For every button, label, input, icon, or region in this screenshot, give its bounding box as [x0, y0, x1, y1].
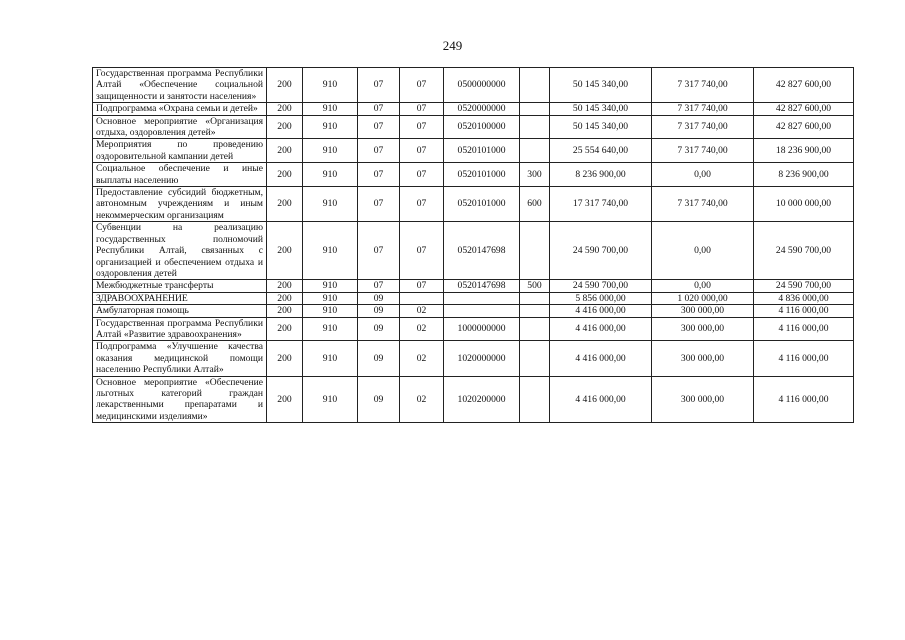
- cell-expense-type: [520, 103, 550, 115]
- row-name: Мероприятия по проведению оздоровительной кампании детей: [93, 139, 267, 163]
- cell-target-article: 1000000000: [444, 317, 520, 341]
- cell-ministry-code: 910: [303, 292, 358, 304]
- cell-target-article: 0520147698: [444, 222, 520, 280]
- cell-federal-amount: 7 317 740,00: [652, 103, 754, 115]
- cell-total-amount: 24 590 700,00: [550, 222, 652, 280]
- cell-total-amount: 5 856 000,00: [550, 292, 652, 304]
- row-name: Государственная программа Республики Алтай «Развитие здравоохранения»: [93, 317, 267, 341]
- cell-subsection: 07: [400, 139, 444, 163]
- cell-federal-amount: 0,00: [652, 222, 754, 280]
- row-name: Предоставление субсидий бюджетным, автономным учреждениям и иным некоммерческим организациям: [93, 187, 267, 222]
- cell-ministry-code: 910: [303, 222, 358, 280]
- row-name: ЗДРАВООХРАНЕНИЕ: [93, 292, 267, 304]
- cell-section: 07: [358, 139, 400, 163]
- cell-regional-amount: 8 236 900,00: [754, 163, 854, 187]
- cell-target-article: [444, 292, 520, 304]
- cell-ministry-code: 910: [303, 280, 358, 292]
- cell-expense-type: 500: [520, 280, 550, 292]
- cell-regional-amount: 4 116 000,00: [754, 305, 854, 317]
- table-row: [93, 222, 854, 280]
- cell-ministry-code: 910: [303, 139, 358, 163]
- cell-code-1: 200: [267, 305, 303, 317]
- cell-federal-amount: 7 317 740,00: [652, 68, 754, 103]
- row-name: Социальное обеспечение и иные выплаты населению: [93, 163, 267, 187]
- cell-expense-type: [520, 317, 550, 341]
- cell-code-1: 200: [267, 68, 303, 103]
- cell-section: 07: [358, 68, 400, 103]
- cell-regional-amount: 4 836 000,00: [754, 292, 854, 304]
- cell-expense-type: [520, 305, 550, 317]
- cell-code-1: 200: [267, 163, 303, 187]
- cell-section: 09: [358, 305, 400, 317]
- cell-expense-type: 300: [520, 163, 550, 187]
- cell-code-1: 200: [267, 103, 303, 115]
- row-name: Подпрограмма «Охрана семьи и детей»: [93, 103, 267, 115]
- cell-code-1: 200: [267, 280, 303, 292]
- table-row: [93, 187, 854, 222]
- cell-section: 09: [358, 317, 400, 341]
- cell-total-amount: 50 145 340,00: [550, 103, 652, 115]
- cell-ministry-code: 910: [303, 68, 358, 103]
- cell-subsection: 07: [400, 280, 444, 292]
- row-name: Амбулаторная помощь: [93, 305, 267, 317]
- cell-target-article: 0520101000: [444, 139, 520, 163]
- cell-target-article: 0520101000: [444, 187, 520, 222]
- cell-section: 09: [358, 376, 400, 423]
- cell-target-article: 0520101000: [444, 163, 520, 187]
- cell-federal-amount: 300 000,00: [652, 376, 754, 423]
- cell-total-amount: 4 416 000,00: [550, 376, 652, 423]
- cell-section: 07: [358, 115, 400, 139]
- cell-federal-amount: 7 317 740,00: [652, 187, 754, 222]
- row-name: Основное мероприятие «Организация отдыха, оздоровления детей»: [93, 115, 267, 139]
- table-row: [93, 103, 854, 115]
- cell-total-amount: 50 145 340,00: [550, 115, 652, 139]
- cell-federal-amount: 300 000,00: [652, 317, 754, 341]
- cell-regional-amount: 42 827 600,00: [754, 68, 854, 103]
- budget-table: [92, 67, 854, 423]
- cell-code-1: 200: [267, 376, 303, 423]
- cell-expense-type: [520, 68, 550, 103]
- row-name: Основное мероприятие «Обеспечение льготных категорий граждан лекарственными препаратами и медицинскими изделиями»: [93, 376, 267, 423]
- cell-ministry-code: 910: [303, 187, 358, 222]
- cell-target-article: 0500000000: [444, 68, 520, 103]
- cell-ministry-code: 910: [303, 341, 358, 376]
- cell-code-1: 200: [267, 187, 303, 222]
- cell-section: 07: [358, 103, 400, 115]
- row-name: Межбюджетные трансферты: [93, 280, 267, 292]
- cell-federal-amount: 0,00: [652, 163, 754, 187]
- table-row: [93, 68, 854, 103]
- cell-target-article: 0520000000: [444, 103, 520, 115]
- cell-federal-amount: 1 020 000,00: [652, 292, 754, 304]
- cell-total-amount: 8 236 900,00: [550, 163, 652, 187]
- cell-ministry-code: 910: [303, 103, 358, 115]
- cell-regional-amount: 4 116 000,00: [754, 341, 854, 376]
- cell-regional-amount: 24 590 700,00: [754, 222, 854, 280]
- cell-subsection: 02: [400, 376, 444, 423]
- table-row: [93, 163, 854, 187]
- cell-section: 07: [358, 280, 400, 292]
- cell-federal-amount: 300 000,00: [652, 305, 754, 317]
- cell-ministry-code: 910: [303, 317, 358, 341]
- table-row: [93, 317, 854, 341]
- cell-total-amount: 17 317 740,00: [550, 187, 652, 222]
- cell-target-article: 0520147698: [444, 280, 520, 292]
- table-row: [93, 280, 854, 292]
- cell-section: 09: [358, 341, 400, 376]
- cell-code-1: 200: [267, 115, 303, 139]
- cell-expense-type: [520, 139, 550, 163]
- cell-total-amount: 4 416 000,00: [550, 317, 652, 341]
- cell-code-1: 200: [267, 341, 303, 376]
- cell-total-amount: 24 590 700,00: [550, 280, 652, 292]
- cell-section: 09: [358, 292, 400, 304]
- page-number: 249: [442, 38, 463, 53]
- row-name: Подпрограмма «Улучшение качества оказания медицинской помощи населению Республики Алтай»: [93, 341, 267, 376]
- cell-regional-amount: 42 827 600,00: [754, 103, 854, 115]
- cell-federal-amount: 300 000,00: [652, 341, 754, 376]
- table-row: [93, 305, 854, 317]
- cell-regional-amount: 4 116 000,00: [754, 376, 854, 423]
- cell-total-amount: 50 145 340,00: [550, 68, 652, 103]
- row-name: Государственная программа Республики Алтай «Обеспечение социальной защищенности и занятости населения»: [93, 68, 267, 103]
- cell-expense-type: [520, 222, 550, 280]
- cell-federal-amount: 7 317 740,00: [652, 139, 754, 163]
- cell-ministry-code: 910: [303, 115, 358, 139]
- cell-section: 07: [358, 163, 400, 187]
- cell-target-article: 1020000000: [444, 341, 520, 376]
- cell-target-article: 0520100000: [444, 115, 520, 139]
- cell-expense-type: [520, 292, 550, 304]
- cell-total-amount: 4 416 000,00: [550, 305, 652, 317]
- table-body: [93, 68, 854, 423]
- cell-subsection: [400, 292, 444, 304]
- cell-expense-type: [520, 341, 550, 376]
- cell-target-article: [444, 305, 520, 317]
- cell-total-amount: 25 554 640,00: [550, 139, 652, 163]
- cell-section: 07: [358, 187, 400, 222]
- cell-section: 07: [358, 222, 400, 280]
- table-row: [93, 292, 854, 304]
- cell-subsection: 07: [400, 187, 444, 222]
- table-row: [93, 115, 854, 139]
- table-row: [93, 139, 854, 163]
- cell-code-1: 200: [267, 139, 303, 163]
- cell-subsection: 07: [400, 222, 444, 280]
- cell-subsection: 07: [400, 163, 444, 187]
- cell-regional-amount: 4 116 000,00: [754, 317, 854, 341]
- cell-ministry-code: 910: [303, 305, 358, 317]
- cell-code-1: 200: [267, 317, 303, 341]
- cell-federal-amount: 0,00: [652, 280, 754, 292]
- cell-regional-amount: 18 236 900,00: [754, 139, 854, 163]
- cell-code-1: 200: [267, 222, 303, 280]
- cell-subsection: 07: [400, 103, 444, 115]
- cell-expense-type: 600: [520, 187, 550, 222]
- cell-ministry-code: 910: [303, 163, 358, 187]
- cell-regional-amount: 42 827 600,00: [754, 115, 854, 139]
- cell-federal-amount: 7 317 740,00: [652, 115, 754, 139]
- row-name: Субвенции на реализацию государственных полномочий Республики Алтай, связанных с организацией и обеспечением отдыха и оздоровления детей: [93, 222, 267, 280]
- cell-expense-type: [520, 115, 550, 139]
- cell-expense-type: [520, 376, 550, 423]
- cell-code-1: 200: [267, 292, 303, 304]
- cell-subsection: 07: [400, 68, 444, 103]
- cell-regional-amount: 24 590 700,00: [754, 280, 854, 292]
- cell-subsection: 07: [400, 115, 444, 139]
- cell-ministry-code: 910: [303, 376, 358, 423]
- table-row: [93, 376, 854, 423]
- table-row: [93, 341, 854, 376]
- cell-subsection: 02: [400, 317, 444, 341]
- cell-target-article: 1020200000: [444, 376, 520, 423]
- cell-subsection: 02: [400, 341, 444, 376]
- cell-total-amount: 4 416 000,00: [550, 341, 652, 376]
- cell-subsection: 02: [400, 305, 444, 317]
- cell-regional-amount: 10 000 000,00: [754, 187, 854, 222]
